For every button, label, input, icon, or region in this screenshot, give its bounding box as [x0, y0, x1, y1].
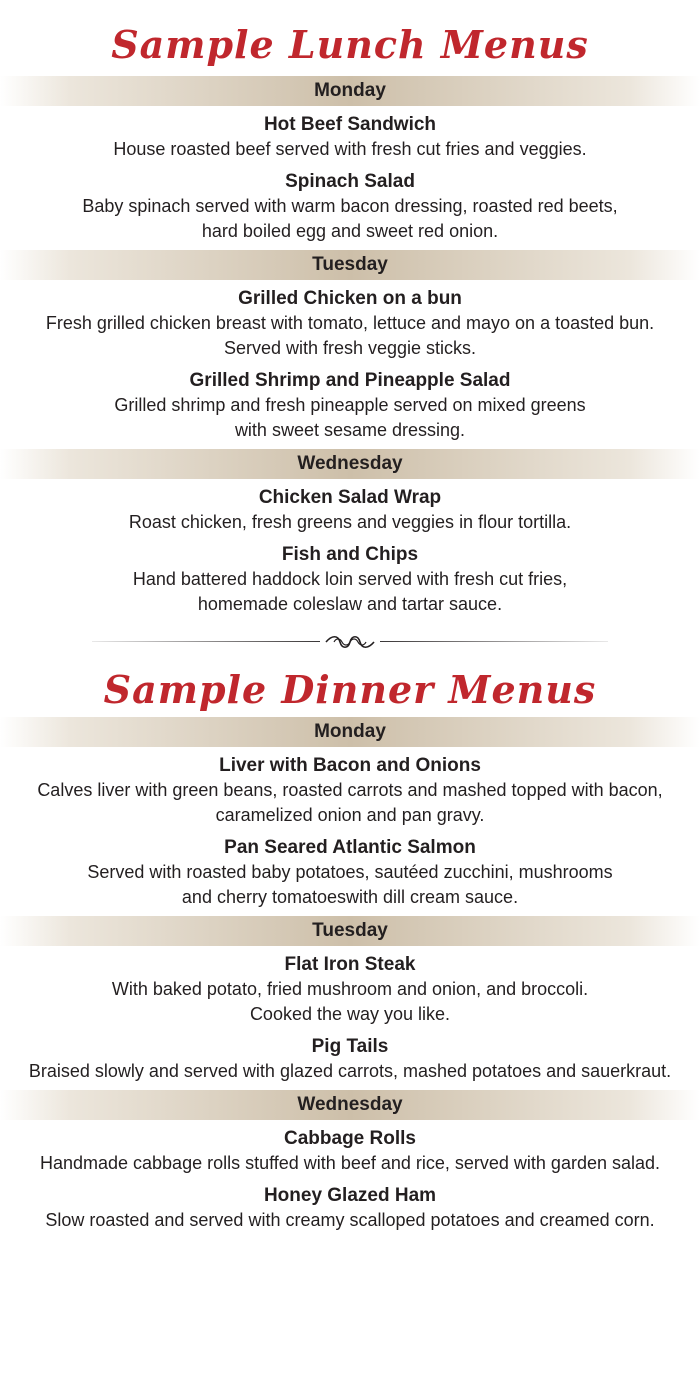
- dinner-day-tuesday: Tuesday: [0, 916, 700, 946]
- menu-item: [0, 1184, 700, 1233]
- menu-item: [0, 486, 700, 535]
- dinner-menu-title: Sample Dinner Menus: [103, 667, 597, 712]
- dish-name: Grilled Chicken on a bun: [238, 288, 462, 309]
- dish-name: Fish and Chips: [281, 544, 419, 565]
- menu-item: [0, 287, 700, 361]
- dish-name: Chicken Salad Wrap: [258, 487, 442, 508]
- dish-description: Served with roasted baby potatoes, sautéed zucchini, mushrooms and cherry tomatoeswith dill cream sauce.: [87, 862, 613, 907]
- dish-name: Pig Tails: [311, 1036, 389, 1057]
- section-divider: [0, 623, 700, 661]
- lunch-menu-title: Sample Lunch Menus: [111, 22, 589, 67]
- lunch-day-tuesday: Tuesday: [0, 250, 700, 280]
- dish-description: Roast chicken, fresh greens and veggies in flour tortilla.: [128, 512, 572, 532]
- dish-description: Fresh grilled chicken breast with tomato, lettuce and mayo on a toasted bun. Served with fresh veggie sticks.: [45, 313, 655, 358]
- dish-name: Hot Beef Sandwich: [263, 114, 437, 135]
- menu-item: [0, 369, 700, 443]
- dinner-day-wednesday: Wednesday: [0, 1090, 700, 1120]
- dish-name: Cabbage Rolls: [284, 1128, 416, 1149]
- menu-item: [0, 754, 700, 828]
- dish-name: Honey Glazed Ham: [263, 1185, 437, 1206]
- dinner-menu-section: [0, 661, 700, 1233]
- lunch-day-monday: Monday: [0, 76, 700, 106]
- dish-name: Liver with Bacon and Onions: [219, 755, 481, 776]
- dish-name: Pan Seared Atlantic Salmon: [224, 837, 476, 858]
- dish-description: Hand battered haddock loin served with fresh cut fries, homemade coleslaw and tartar sauce.: [132, 569, 568, 614]
- dish-description: Grilled shrimp and fresh pineapple served on mixed greens with sweet sesame dressing.: [114, 395, 586, 440]
- dish-description: Handmade cabbage rolls stuffed with beef and rice, served with garden salad.: [39, 1153, 661, 1173]
- lunch-day-wednesday: Wednesday: [0, 449, 700, 479]
- menu-item: [0, 953, 700, 1027]
- menu-item: [0, 113, 700, 162]
- menu-item: [0, 170, 700, 244]
- scroll-flourish-icon: [320, 632, 380, 652]
- dish-description: With baked potato, fried mushroom and onion, and broccoli. Cooked the way you like.: [111, 979, 589, 1024]
- dish-description: House roasted beef served with fresh cut fries and veggies.: [113, 139, 587, 159]
- dish-description: Baby spinach served with warm bacon dressing, roasted red beets, hard boiled egg and sweet red onion.: [82, 196, 618, 241]
- menu-item: [0, 1127, 700, 1176]
- dish-name: Grilled Shrimp and Pineapple Salad: [189, 370, 511, 391]
- dish-description: Braised slowly and served with glazed carrots, mashed potatoes and sauerkraut.: [28, 1061, 672, 1081]
- dish-description: Slow roasted and served with creamy scalloped potatoes and creamed corn.: [45, 1210, 655, 1230]
- dish-name: Flat Iron Steak: [284, 954, 416, 975]
- dish-description: Calves liver with green beans, roasted carrots and mashed topped with bacon, caramelized onion and pan gravy.: [37, 780, 663, 825]
- dinner-day-monday: Monday: [0, 717, 700, 747]
- menu-item: [0, 836, 700, 910]
- lunch-menu-section: [0, 0, 700, 617]
- menu-item: [0, 1035, 700, 1084]
- dish-name: Spinach Salad: [285, 171, 415, 192]
- menu-item: [0, 543, 700, 617]
